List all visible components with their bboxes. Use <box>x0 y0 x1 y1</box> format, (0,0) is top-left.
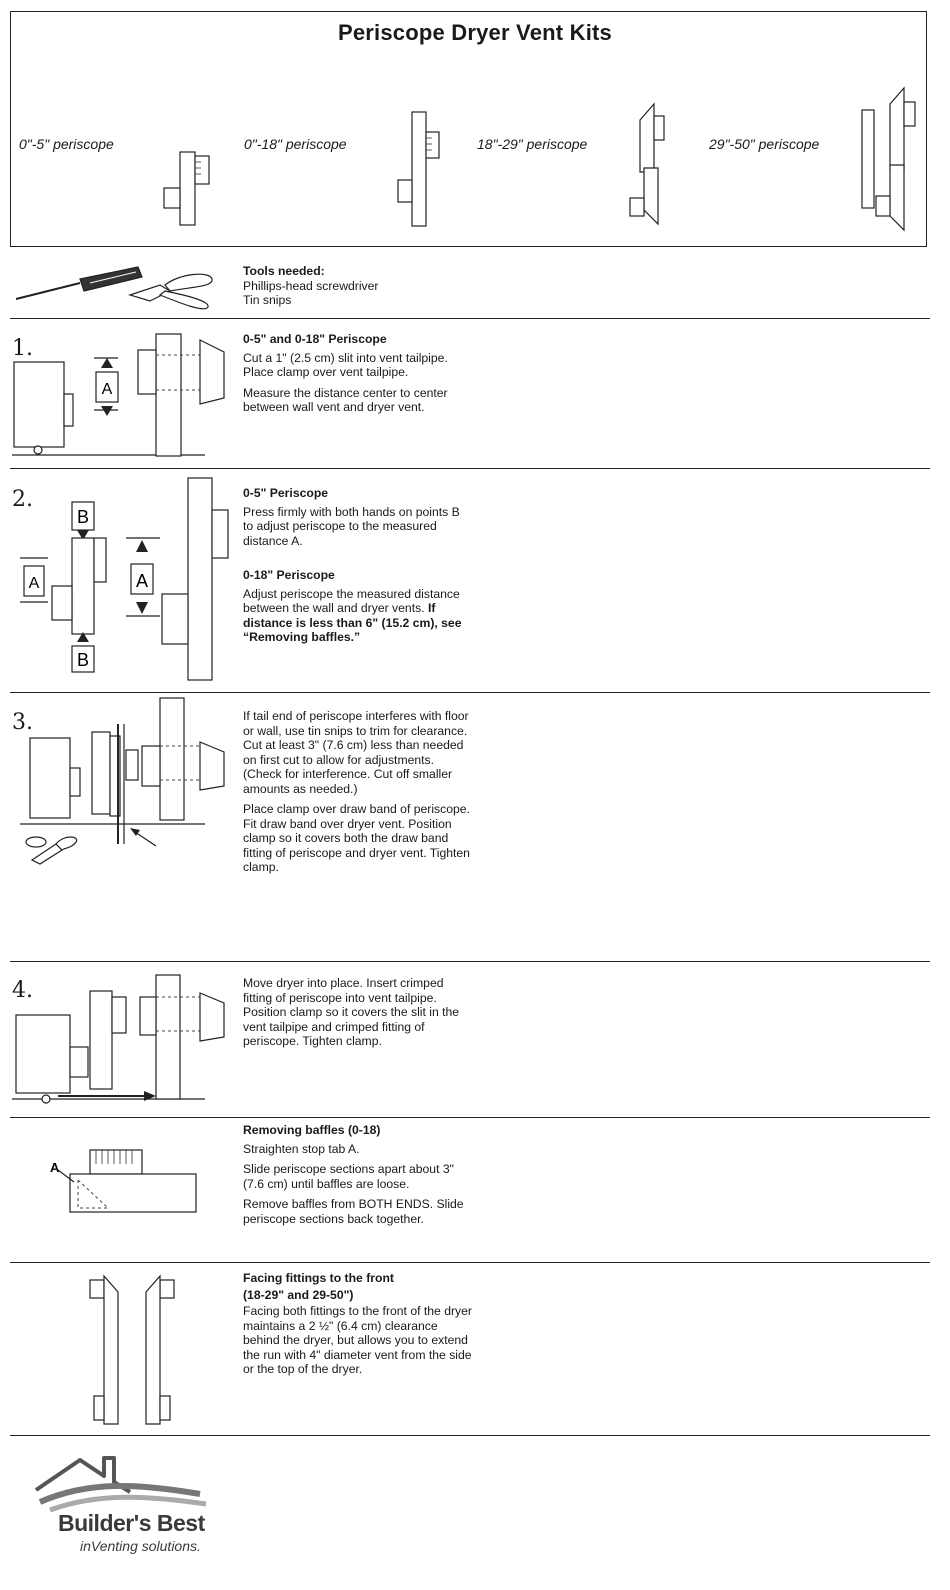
builders-best-logo-icon <box>30 1440 220 1515</box>
step-3-text <box>243 709 473 881</box>
step-2-paragraph-b <box>243 587 473 645</box>
periscope-0-18-illustration <box>398 112 439 226</box>
page-title: Periscope Dryer Vent Kits <box>337 20 612 45</box>
tool-item-screwdriver: Phillips-head screwdriver <box>243 278 379 293</box>
step-2-heading-b: 0-18" Periscope <box>243 568 335 582</box>
logo-name: Builder's Best <box>58 1510 205 1536</box>
tools-heading: Tools needed: <box>243 264 325 278</box>
step-1-paragraph-2: Measure the distance center to center between wall vent and dryer vent. <box>243 385 448 414</box>
label-b-bottom: B <box>76 650 90 670</box>
step-2-paragraph-b-bold: If distance is less than 6" (15.2 cm), see “Removing baffles.” <box>243 601 462 644</box>
facing-heading: Facing fittings to the front <box>243 1271 394 1285</box>
kit-label-18-29: 18"-29" periscope <box>477 136 588 152</box>
label-a: A <box>101 381 113 398</box>
baffles-paragraph-1: Straighten stop tab A. <box>243 1141 360 1156</box>
kit-label-0-18: 0"-18" periscope <box>244 136 347 152</box>
step-4-text <box>243 976 473 1055</box>
periscope-0-5-illustration <box>164 152 209 225</box>
tools-illustration <box>0 255 240 315</box>
periscope-29-50-illustration <box>862 88 915 230</box>
divider <box>10 1435 930 1436</box>
label-a-large: A <box>135 571 149 591</box>
step-1-paragraph-1: Cut a 1" (2.5 cm) slit into vent tailpipe. Place clamp over vent tailpipe. <box>243 350 448 379</box>
step-2-heading-a: 0-5" Periscope <box>243 486 329 500</box>
step-1-heading: 0-5" and 0-18" Periscope <box>243 332 387 346</box>
baffles-paragraph-3: Remove baffles from BOTH ENDS. Slide periscope sections back together. <box>243 1197 464 1226</box>
baffles-illustration <box>0 1120 240 1250</box>
step-1-number: 1. <box>12 336 33 361</box>
label-b-top: B <box>76 507 90 527</box>
step-2-paragraph-b-text: Adjust periscope the measured distance between the wall and dryer vents. <box>243 586 460 615</box>
step-2-illustration <box>0 470 240 690</box>
step-1-text <box>243 332 473 421</box>
step-3-illustration <box>0 694 240 874</box>
divider <box>10 318 930 319</box>
step-2-text <box>243 486 473 645</box>
step-4-paragraph-1: Move dryer into place. Insert crimped fitting of periscope into vent tailpipe. Position clamp so it covers the slit in the vent tailpipe and crimped fitting of periscope. Tighten clamp. <box>243 976 460 1048</box>
label-a-small: A <box>28 575 40 592</box>
tools-text <box>243 264 473 308</box>
kit-label-29-50: 29"-50" periscope <box>709 136 820 152</box>
kit-label-0-5: 0"-5" periscope <box>19 136 114 152</box>
tin-snips-icon <box>130 274 212 309</box>
step-3-paragraph-1: If tail end of periscope interferes with floor or wall, use tin snips to trim for clearance. Cut at least 3" (7.6 cm) less than needed on first cut to allow for adjustments. (Check for interference. Cut off smaller amounts as needed.) <box>243 709 469 796</box>
facing-paragraph: Facing both fittings to the front of the dryer maintains a 2 ½" (6.4 cm) clearance behind the dryer, but allows you to extend the run with 4" diameter vent from the side or the top of the dryer. <box>243 1304 472 1376</box>
baffles-label-a: A <box>50 1160 60 1175</box>
divider <box>10 468 930 469</box>
divider <box>10 961 930 962</box>
facing-fittings-illustration <box>0 1266 240 1431</box>
step-2-number: 2. <box>12 487 33 512</box>
tool-item-tin-snips: Tin snips <box>243 293 292 307</box>
step-3-number: 3. <box>12 710 33 735</box>
step-4-illustration <box>0 963 240 1108</box>
baffles-text <box>243 1123 473 1232</box>
facing-subheading: (18-29" and 29-50") <box>243 1287 354 1302</box>
baffles-paragraph-2: Slide periscope sections apart about 3" (7.6 cm) until baffles are loose. <box>243 1162 454 1191</box>
periscope-18-29-illustration <box>630 104 664 224</box>
tin-snips-icon <box>26 837 77 864</box>
facing-text <box>243 1271 473 1383</box>
screwdriver-icon <box>16 267 142 299</box>
step-2-paragraph-a: Press firmly with both hands on points B to adjust periscope to the measured distance A. <box>243 504 460 548</box>
step-4-number: 4. <box>12 978 33 1003</box>
logo-tagline: inVenting solutions. <box>80 1538 201 1554</box>
step-3-paragraph-2: Place clamp over draw band of periscope. Fit draw band over dryer vent. Position clamp so it covers both the draw band fitting of periscope and dryer vent. Tighten clamp. <box>243 802 470 874</box>
baffles-heading: Removing baffles (0-18) <box>243 1123 381 1137</box>
divider <box>10 1262 930 1263</box>
divider <box>10 692 930 693</box>
divider <box>10 1117 930 1118</box>
step-1-illustration <box>0 320 240 460</box>
kit-illustrations <box>0 0 950 250</box>
